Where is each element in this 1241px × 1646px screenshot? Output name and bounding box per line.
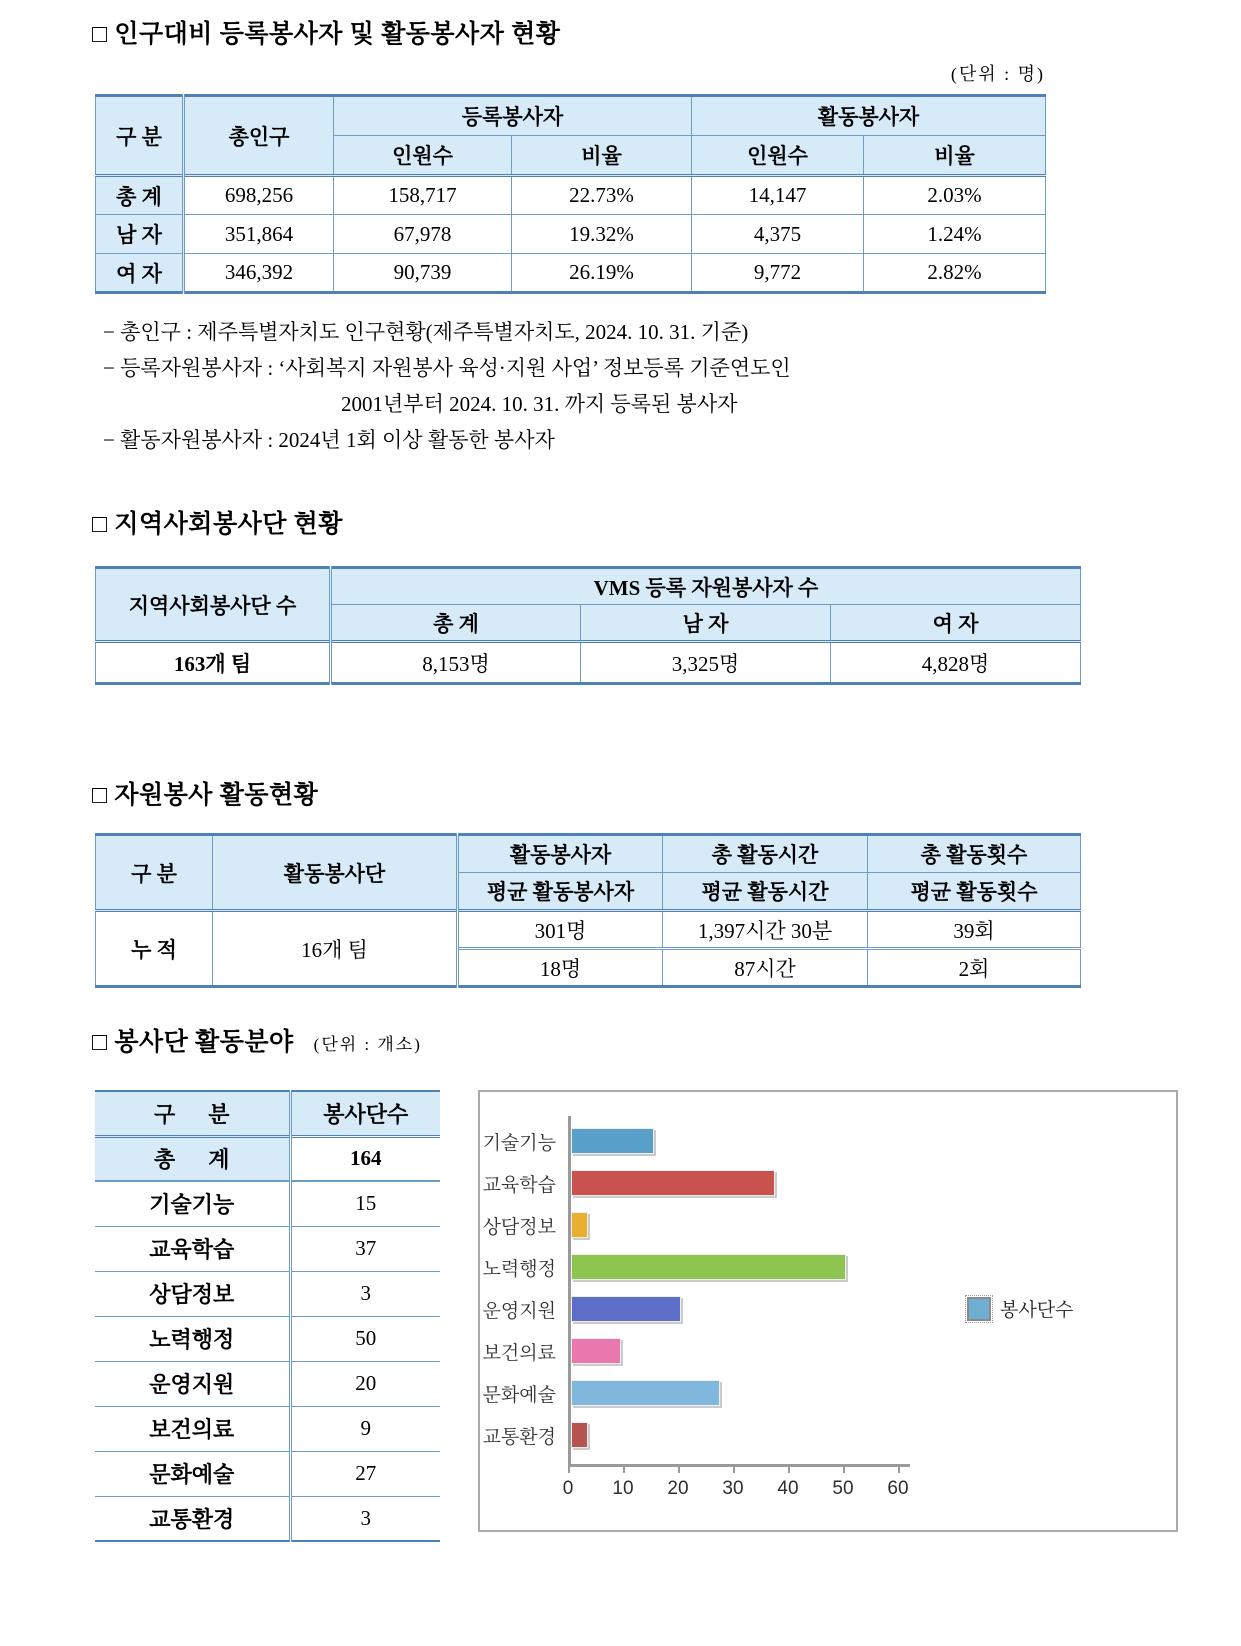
cell-category: 노력행정 <box>95 1316 290 1361</box>
cell-count: 15 <box>290 1181 440 1226</box>
x-axis-tick-label: 10 <box>612 1478 634 1499</box>
table-row <box>95 1271 440 1316</box>
cell-avg-hours: 87시간 <box>663 949 868 987</box>
row-header-total: 총 계 <box>96 176 184 215</box>
footnotes <box>103 314 1241 458</box>
table-row <box>96 911 1081 949</box>
group-header-registered: 등록봉사자 <box>334 96 692 136</box>
cell-reg-count: 67,978 <box>334 215 512 254</box>
table-row <box>95 1226 440 1271</box>
col-header-avg-hours: 평균 활동시간 <box>663 873 868 911</box>
table-row <box>96 254 1046 293</box>
cell-count: 20 <box>290 1361 440 1406</box>
section4-unit-label: (단위 : 개소) <box>313 1035 422 1054</box>
chart-category-label: 교육학습 <box>482 1174 556 1196</box>
cell-vms-male: 3,325명 <box>581 642 831 684</box>
chart-bar <box>571 1254 846 1280</box>
chart-bar <box>571 1338 621 1364</box>
cell-reg-count: 90,739 <box>334 254 512 293</box>
chart-bar-row <box>480 1330 1176 1372</box>
footnote-line: − 총인구 : 제주특별자치도 인구현황(제주특별자치도, 2024. 10. 31. 기준) <box>103 320 749 344</box>
chart-category-label: 보건의료 <box>482 1342 556 1364</box>
chart-category-label: 교통환경 <box>482 1426 556 1448</box>
cell-reg-ratio: 26.19% <box>512 254 692 293</box>
table-row <box>95 1406 440 1451</box>
x-axis-tick-label: 0 <box>562 1478 574 1499</box>
cell-total-pop: 351,864 <box>184 215 334 254</box>
col-header-act-ratio: 비율 <box>864 136 1046 176</box>
footnote-line: − 등록자원봉사자 : ‘사회복지 자원봉사 육성·지원 사업’ 정보등록 기준연도인 <box>103 356 791 380</box>
cell-act-ratio: 1.24% <box>864 215 1046 254</box>
col-header-gubun: 구 분 <box>96 835 213 911</box>
cell-count: 27 <box>290 1451 440 1496</box>
row-header-male: 남 자 <box>96 215 184 254</box>
chart-bar <box>571 1380 720 1406</box>
section4-title: □ 봉사단 활동분야 <box>92 1029 294 1056</box>
cell-vms-female: 4,828명 <box>831 642 1081 684</box>
footnote-line: − 활동자원봉사자 : 2024년 1회 이상 활동한 봉사자 <box>103 428 555 452</box>
col-header-act-count: 인원수 <box>692 136 864 176</box>
table-row <box>95 1361 440 1406</box>
section1-title: □ 인구대비 등록봉사자 및 활동봉사자 현황 <box>92 21 561 48</box>
chart-category-label: 문화예술 <box>482 1384 556 1406</box>
col-header-active-volunteers: 활동봉사자 <box>458 835 663 873</box>
col-header-reg-count: 인원수 <box>334 136 512 176</box>
col-header-reg-ratio: 비율 <box>512 136 692 176</box>
table-row <box>95 1496 440 1541</box>
cell-act-count: 9,772 <box>692 254 864 293</box>
chart-bar <box>571 1212 588 1238</box>
cell-reg-count: 158,717 <box>334 176 512 215</box>
chart-category-label: 상담정보 <box>482 1216 556 1238</box>
chart-category-label: 기술기능 <box>482 1132 556 1154</box>
x-axis-tick-label: 40 <box>777 1478 799 1499</box>
table-row-total <box>95 1136 440 1181</box>
x-axis-tick-label: 30 <box>722 1478 744 1499</box>
row-header-cumulative: 누 적 <box>96 911 213 987</box>
activity-field-bar-chart <box>478 1090 1178 1532</box>
cell-vms-total: 8,153명 <box>331 642 581 684</box>
table-row <box>96 642 1081 684</box>
chart-bar-row <box>480 1204 1176 1246</box>
cell-count: 9 <box>290 1406 440 1451</box>
cell-team-count: 163개 팀 <box>96 642 331 684</box>
chart-category-label: 운영지원 <box>482 1300 556 1322</box>
x-axis-tick <box>788 1464 790 1473</box>
section2-title: □ 지역사회봉사단 현황 <box>92 511 343 538</box>
cell-act-count: 4,375 <box>692 215 864 254</box>
col-header-active-corps: 활동봉사단 <box>213 835 458 911</box>
chart-bar-row <box>480 1414 1176 1456</box>
cell-reg-ratio: 22.73% <box>512 176 692 215</box>
col-header-female: 여 자 <box>831 605 1081 642</box>
chart-bar <box>571 1422 588 1448</box>
activity-field-table <box>95 1090 440 1542</box>
x-axis-tick <box>678 1464 680 1473</box>
footnote-line-continuation: 2001년부터 2024. 10. 31. 까지 등록된 봉사자 <box>341 392 738 416</box>
cell-category: 교육학습 <box>95 1226 290 1271</box>
col-header-total-population: 총인구 <box>184 96 334 176</box>
chart-category-label: 노력행정 <box>482 1258 556 1280</box>
col-header-total-hours: 총 활동시간 <box>663 835 868 873</box>
cell-times: 39회 <box>868 911 1081 949</box>
cell-category: 기술기능 <box>95 1181 290 1226</box>
cell-hours: 1,397시간 30분 <box>663 911 868 949</box>
cell-category: 문화예술 <box>95 1451 290 1496</box>
cell-act-ratio: 2.03% <box>864 176 1046 215</box>
col-header-avg-times: 평균 활동횟수 <box>868 873 1081 911</box>
col-header-corps-count: 봉사단수 <box>290 1091 440 1136</box>
x-axis-tick <box>843 1464 845 1473</box>
cell-total-pop: 346,392 <box>184 254 334 293</box>
cell-count: 37 <box>290 1226 440 1271</box>
cell-act-ratio: 2.82% <box>864 254 1046 293</box>
section1-unit-label: (단위 : 명) <box>950 64 1045 84</box>
col-header-avg-volunteers: 평균 활동봉사자 <box>458 873 663 911</box>
row-header-female: 여 자 <box>96 254 184 293</box>
cell-category: 상담정보 <box>95 1271 290 1316</box>
x-axis-tick-label: 50 <box>832 1478 854 1499</box>
x-axis-tick <box>568 1464 570 1473</box>
population-volunteer-table <box>95 94 1046 294</box>
row-header-total: 총 계 <box>95 1136 290 1181</box>
chart-x-axis <box>568 1464 910 1467</box>
cell-team-count: 16개 팀 <box>213 911 458 987</box>
cell-category: 교통환경 <box>95 1496 290 1541</box>
cell-category: 운영지원 <box>95 1361 290 1406</box>
chart-legend <box>967 1295 1073 1322</box>
table-row <box>95 1451 440 1496</box>
table-row <box>96 176 1046 215</box>
x-axis-tick <box>733 1464 735 1473</box>
cell-reg-ratio: 19.32% <box>512 215 692 254</box>
cell-act-count: 14,147 <box>692 176 864 215</box>
legend-label: 봉사단수 <box>1000 1300 1074 1321</box>
table-row <box>96 215 1046 254</box>
chart-bar <box>571 1170 775 1196</box>
cell-count: 50 <box>290 1316 440 1361</box>
table-row <box>95 1316 440 1361</box>
cell-total-pop: 698,256 <box>184 176 334 215</box>
activity-status-table <box>95 833 1081 988</box>
col-header-total-times: 총 활동횟수 <box>868 835 1081 873</box>
x-axis-tick-label: 60 <box>887 1478 909 1499</box>
group-header-active: 활동봉사자 <box>692 96 1046 136</box>
col-header-gubun: 구 분 <box>96 96 184 176</box>
community-corps-table <box>95 566 1081 685</box>
cell-count: 3 <box>290 1271 440 1316</box>
legend-swatch <box>967 1297 991 1321</box>
x-axis-tick-label: 20 <box>667 1478 689 1499</box>
table-row <box>95 1181 440 1226</box>
x-axis-tick <box>623 1464 625 1473</box>
chart-bar-row <box>480 1120 1176 1162</box>
col-header-gubun: 구 분 <box>95 1091 290 1136</box>
cell-count: 3 <box>290 1496 440 1541</box>
cell-volunteers: 301명 <box>458 911 663 949</box>
cell-avg-times: 2회 <box>868 949 1081 987</box>
col-header-corps-count: 지역사회봉사단 수 <box>96 568 331 642</box>
cell-avg-volunteers: 18명 <box>458 949 663 987</box>
chart-bar-row <box>480 1246 1176 1288</box>
x-axis-tick <box>898 1464 900 1473</box>
section3-title: □ 자원봉사 활동현황 <box>92 782 319 809</box>
chart-bar <box>571 1128 654 1154</box>
col-header-total: 총 계 <box>331 605 581 642</box>
chart-bar-row <box>480 1162 1176 1204</box>
cell-total-count: 164 <box>290 1136 440 1181</box>
chart-plot-area <box>480 1120 1176 1456</box>
cell-category: 보건의료 <box>95 1406 290 1451</box>
chart-bar <box>571 1296 681 1322</box>
group-header-vms: VMS 등록 자원봉사자 수 <box>331 568 1081 605</box>
chart-bar-row <box>480 1372 1176 1414</box>
col-header-male: 남 자 <box>581 605 831 642</box>
